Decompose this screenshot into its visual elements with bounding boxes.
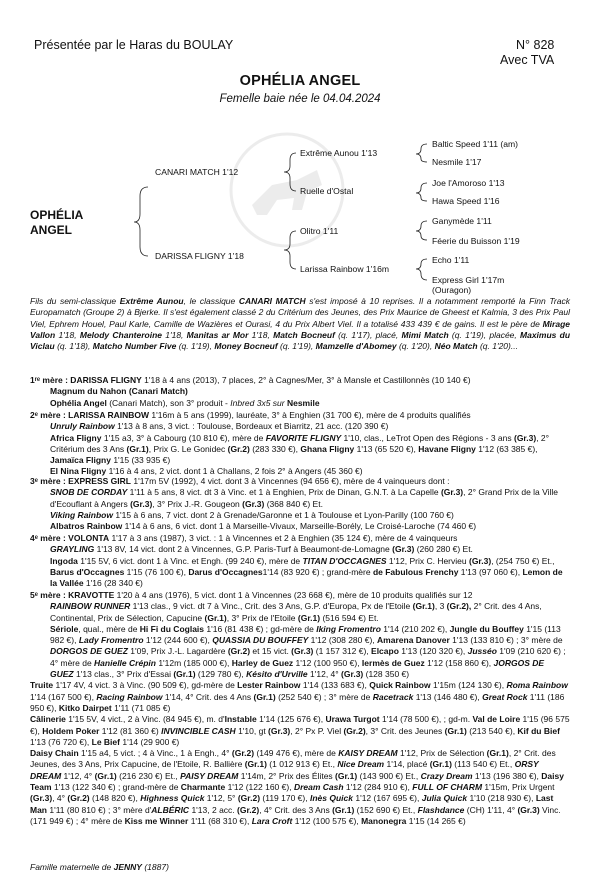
pedigree-dam-sire: Olitro 1'11 [300, 226, 339, 236]
pedigree-ggp-6: Féerie du Buisson 1'19 [432, 236, 520, 246]
pedigree-sire-dam: Ruelle d'Ostal [300, 186, 354, 196]
maternal-family: Famille maternelle de JENNY (1887) [30, 862, 169, 872]
pedigree-ggp-8-note: (Ouragon) [432, 285, 472, 295]
vat-status: Avec TVA [500, 53, 555, 67]
lot-number: N° 828 [516, 38, 555, 52]
breeder-line: Présentée par le Haras du BOULAY [34, 38, 234, 52]
pedigree-ggp-1: Baltic Speed 1'11 (am) [432, 139, 519, 149]
horse-title: OPHÉLIA ANGEL [239, 73, 361, 89]
pedigree-sire-sire: Extrême Aunou 1'13 [300, 148, 378, 158]
sire-intro-paragraph: Fils du semi-classique Extrême Aunou, le classique CANARI MATCH s'est imposé à 10 reprises. Il a notamment remporté la Finn Track Europamatch (Groupe 2) à Bjerke. Il s'est également classé 2 du Critérium des Jeunes, des Prix Maurice de Gheest et Kalmia, 3 des Prix Paul Viel, Ephrem Houel, Paul Karle, Camille de Wazières et Ourasi, 4 du Prix Albert Viel. Il a totalisé 433 439 € de gains. Il est le père de Mirage Vallon 1'18, Melody Chanteroine 1'18, Manitas ar Mor 1'18, Match Bocneuf (q. 1'17), placé, Mimi Match (q. 1'19), placée, Maximus du Viclau (q. 1'18), Matcho Number Five (q. 1'19), Money Bocneuf (q. 1'19), Mamzelle d'Abomey (q. 1'20), Néo Match (q. 1'20)... [30, 296, 571, 352]
pedigree-sire: CANARI MATCH 1'12 [155, 167, 239, 177]
third-dam-section: 3ᵉ mère : EXPRESS GIRL 1'17m 5V (1992), 4 vict. dont 3 à Vincennes (94 656 €), mère de 4 vainqueurs dont : SNOB DE CORDAY 1'11 à 5 ans, 8 vict. dt 3 à Vinc. et 1 à Enghien, Prix de Dinan, G.N.T. à La Capelle (Gr.3), 2° Grand Prix de la Ville d'Ecouflant à Angers (Gr.3), 3° Prix J.-R. Gougeon (Gr.3) (368 840 €) Et. Viking Rainbow 1'15 à 6 ans, 7 vict. dont 2 à Grenade/Garonne et 1 à Toulouse et Lyon-Parilly (100 760 €) Albatros Rainbow 1'14 à 6 ans, 6 vict. dont 1 à Marseille-Vivaux, Marseille-Borély, Le Croisé-Laroche (74 460 €) [30, 476, 559, 532]
horse-description: Femelle baie née le 04.04.2024 [219, 93, 381, 105]
pedigree-dam: DARISSA FLIGNY 1'18 [155, 251, 244, 261]
pedigree-ggp-5: Ganymède 1'11 [432, 216, 492, 226]
pedigree-ggp-3: Joe l'Amoroso 1'13 [432, 178, 505, 188]
pedigree-ggp-7: Echo 1'11 [432, 255, 470, 265]
pedigree-ggp-2: Nesmile 1'17 [432, 157, 482, 167]
pedigree-subject: OPHÉLIA ANGEL [30, 208, 84, 237]
pedigree-dam-dam: Larissa Rainbow 1'16m [300, 264, 390, 274]
first-dam-section: 1ʳᵉ mère : DARISSA FLIGNY 1'18 à 4 ans (2013), 7 places, 2° à Cagnes/Mer, 3° à Mansle et Castillonnès (10 140 €) Magnum du Nahon (Canari Match) Ophélia Angel (Canari Match), son 3° produit - Inbred 3x5 sur Nesmile [30, 375, 471, 408]
pedigree-ggp-8: Express Girl 1'17m [432, 275, 505, 285]
pedigree-ggp-4: Hawa Speed 1'16 [432, 196, 500, 206]
fourth-dam-section: 4ᵉ mère : VOLONTA 1'17 à 3 ans (1987), 3 vict. : 1 à Vincennes et 2 à Enghien (35 124 €), mère de 4 vainqueurs GRAYLING 1'13 8V, 14 vict. dont 2 à Vincennes, G.P. Paris-Turf à Beaumont-de-Lomagne (Gr.3) (260 280 €) Et. Ingoda 1'15 5V, 6 vict. dont 1 à Vinc. et Engh. (99 240 €), mère de TITAN D'OCCAGNES 1'12, Prix C. Hervieu (Gr.3), (254 750 €) Et., Barus d'Occagnes 1'15 (76 100 €), Darus d'Occagnes1'14 (83 920 €) ; grand-mère de Fabulous Frenchy 1'13 (97 060 €), Lemon de la Vallée 1'16 (28 340 €) [30, 533, 563, 589]
fifth-dam-section: 5ᵉ mère : KRAVOTTE 1'20 à 4 ans (1976), 5 vict. dont 1 à Vincennes (23 668 €), mère de 10 produits qualifiés sur 12 RAINBOW RUNNER 1'13 clas., 9 vict. dt 7 à Vinc., Crit. des 3 Ans, G.P. d'Europa, Px de l'Etoile (Gr.1), 3 (Gr.2), 2° Crit. des 4 Ans, Continental, Prix de Sélection, Capucine (Gr.1), 3° Prix de l'Etoile (Gr.1) (516 594 €) Et. Sériole, qual., mère de Hi Fi du Coglais 1'16 (81 438 €) ; gd-mère de Iking Fromentro 1'14 (210 202 €), Jungle du Bouffey 1'15 (113 982 €), Lady Fromentro 1'12 (244 600 €), QUASSIA DU BOUFFEY 1'12 (308 280 €), Amarena Danover 1'13 (133 810 €) ; 3° mère de DORGOS DE GUEZ 1'09, Prix J.-L. Lagardère (Gr.2) et 15 vict. (Gr.3) (1 157 312 €), Elcapo 1'13 (120 320 €), Jusséo 1'09 (210 620 €) ; 4° mère de Hanielle Crépin 1'12m (185 000 €), Harley de Guez 1'12 (100 950 €), Iermès de Guez 1'12 (158 860 €), JORGOS DE GUEZ 1'13 clas., 3° Prix d'Essai (Gr.1) (129 780 €), Késito d'Urville 1'12, 4° (Gr.3) (128 350 €) Truite 1'17 4V, 4 vict. 3 à Vinc. (90 509 €), gd-mère de Lester Rainbow 1'14 (133 683 €), Quick Rainbow 1'15m (124 130 €), Roma Rainbow 1'14 (167 500 €), Racing Rainbow 1'14, 4° Crit. des 4 Ans (Gr.1) (252 540 €) ; 3° mère de Racetrack 1'13 (146 480 €), Great Rock 1'11 (186 950 €), Kitko Dairpet 1'11 (71 085 €) Câlinerie 1'15 5V, 4 vict., 2 à Vinc. (84 945 €), m. d'Instable 1'14 (125 676 €), Urawa Turgot 1'14 (78 500 €), ; gd-m. Val de Loire 1'15 (96 575 €), Holdem Poker 1'12 (81 360 €) INVINCIBLE CASH 1'10, gt (Gr.3), 2° Px P. Viel (Gr.2), 3° Crit. des Jeunes (Gr.1) (213 540 €), Kif du Bief 1'13 (76 720 €), Le Bief 1'14 (29 900 €) Daisy Chain 1'15 a4, 5 vict. ; 4 à Vinc., 1 à Engh., 4° (Gr.2) (149 476 €), mère de KAISY DREAM 1'12, Prix de Sélection (Gr.1), 2° Crit. des Jeunes, des 3 Ans, Prix Capucine, de l'Etoile, R. Ballière (Gr.1) (1 012 913 €) Et., Nice Dream 1'14, placé (Gr.1) (113 540 €) Et., ORSY DREAM 1'12, 4° (Gr.1) (216 230 €) Et., PAISY DREAM 1'14m, 2° Prix des Élites (Gr.1) (143 900 €) Et., Crazy Dream 1'13 (196 380 €), Daisy Team 1'13 (122 340 €) ; grand-mère de Charmante 1'12 (122 160 €), Dream Cash 1'12 (284 910 €), FULL OF CHARM 1'15m, Prix Urgent (Gr.3), 4° (Gr.2) (148 820 €), Highness Quick 1'12, 5° (Gr.2) (119 170 €), Inès Quick 1'12 (167 695 €), Julia Quick 1'10 (218 930 €), Last Man 1'11 (80 810 €) ; 3° mère d'ALBÉRIC 1'13, 2 acc. (Gr.2), 4° Crit. des 3 Ans (Gr.1) (152 690 €) Et., Flashdance (CH) 1'11, 4° (Gr.3) Vinc. (171 949 €) ; 4° mère de Kiss me Winner 1'11 (68 310 €), Lara Croft 1'12 (100 575 €), Manonegra 1'15 (14 265 €) [30, 590, 570, 826]
second-dam-section: 2ᵉ mère : LARISSA RAINBOW 1'16m à 5 ans (1999), lauréate, 3° à Enghien (31 700 €), mère de 4 produits qualifiés Unruly Rainbow 1'13 à 8 ans, 3 vict. : Toulouse, Bordeaux et Biarritz, 21 acc. (120 390 €) Africa Fligny 1'15 a3, 3° à Cabourg (10 810 €), mère de FAVORITE FLIGNY 1'10, clas., LeTrot Open des Régions - 3 ans (Gr.3), 2° Critérium des 3 Ans (Gr.1), Prix G. Le Gonidec (Gr.2) (283 330 €), Ghana Fligny 1'13 (65 520 €), Havane Fligny 1'12 (63 385 €), Jamaïca Fligny 1'15 (33 935 €) El Nina Fligny 1'16 à 4 ans, 2 vict. dont 1 à Challans, 2 fois 2° à Angers (45 360 €) [30, 410, 550, 477]
